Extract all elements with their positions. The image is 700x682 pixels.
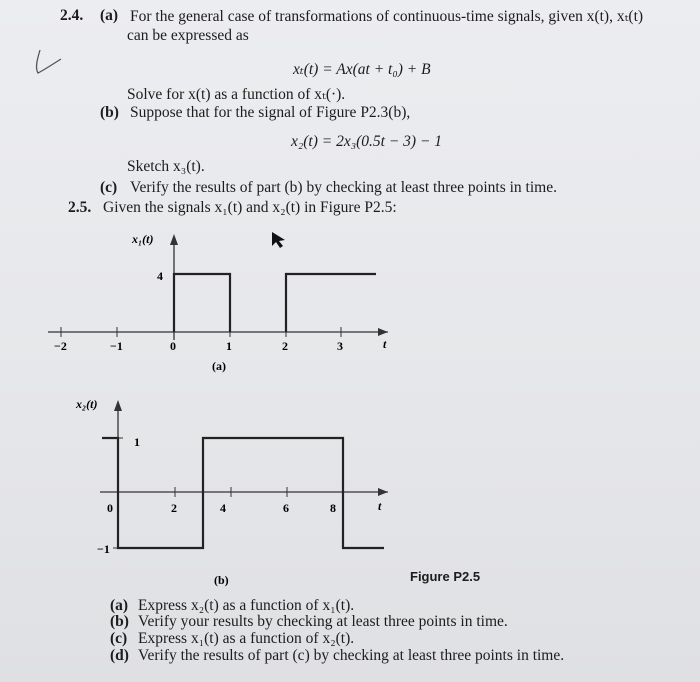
plot-a-x-arrowhead [378, 328, 388, 336]
equation-2: x₂(t) = 2x₃(0.5t − 3) − 1 [291, 133, 443, 150]
problem-2-5-number: 2.5. [68, 199, 92, 216]
plot-a-xtick-0: −2 [54, 339, 67, 353]
problem-2-4-part-a-continuation: can be expressed as [127, 27, 249, 44]
mouse-pointer-icon [272, 232, 285, 248]
equation-1: xₜ(t) = Ax(at + t₀) + B [293, 61, 431, 78]
plot-b-xtick-6: 6 [283, 501, 289, 515]
problem-2-4-number: 2.4. [60, 7, 84, 24]
plot-a-xtick-2: 0 [170, 339, 176, 353]
plot-b-ylabel: x₂(t) [76, 397, 98, 411]
problem-2-5-part-a-text: Express x₂(t) as a function of x₁(t). [138, 597, 355, 614]
problem-2-5-intro: Given the signals x₁(t) and x₂(t) in Figure P2.5: [103, 199, 397, 216]
plot-b-xtick-2: 2 [171, 501, 177, 515]
problem-2-5-part-b-label: (b) [110, 613, 129, 630]
solve-text: Solve for x(t) as a function of xₜ(·). [127, 86, 346, 103]
plot-a-ylabel: x₁(t) [132, 232, 154, 246]
problem-2-4-part-a-text: For the general case of transformations of continuous-time signals, given x(t), xₜ(t) [130, 8, 644, 25]
problem-2-4-part-c-text: Verify the results of part (b) by checking at least three points in time. [130, 179, 557, 196]
plot-a-y-arrowhead [170, 234, 178, 245]
plot-a-xlabel: t [383, 337, 387, 351]
problem-2-5-part-d-label: (d) [110, 647, 129, 664]
plot-a-pulse-1 [174, 274, 230, 332]
plot-b-x2 [0, 388, 700, 593]
plot-a-x1 [0, 222, 700, 382]
plot-a-xtick-3: 1 [226, 339, 232, 353]
plot-b-xtick-4: 4 [220, 501, 226, 515]
problem-2-4-part-b-label: (b) [100, 104, 119, 121]
plot-b-ytick-neg1: −1 [97, 542, 110, 556]
pen-checkmark-doodle [28, 46, 64, 80]
problem-2-4-part-a-label: (a) [100, 7, 119, 24]
problem-2-4-part-b-text: Suppose that for the signal of Figure P2.3(b), [130, 104, 411, 121]
problem-2-5-part-c-label: (c) [110, 630, 128, 647]
plot-a-xtick-5: 3 [337, 339, 343, 353]
figure-caption: Figure P2.5 [410, 569, 481, 584]
problem-2-5-part-c-text: Express x₁(t) as a function of x₂(t). [138, 630, 355, 647]
plot-a-xtick-4: 2 [282, 339, 288, 353]
plot-b-xlabel: t [378, 499, 382, 513]
plot-a-xtick-1: −1 [110, 339, 123, 353]
plot-b-xtick-8: 8 [330, 501, 336, 515]
plot-b-xtick-0: 0 [107, 501, 113, 515]
problem-2-4-part-c-label: (c) [100, 179, 118, 196]
plot-b-x-arrowhead [378, 488, 388, 496]
plot-b-ytick-1: 1 [134, 435, 140, 449]
problem-2-5-part-b-text: Verify your results by checking at least three points in time. [138, 613, 508, 630]
plot-b-sublabel: (b) [214, 573, 229, 587]
plot-a-step [286, 274, 376, 332]
plot-a-ytick-4: 4 [157, 269, 163, 283]
problem-2-5-part-d-text: Verify the results of part (c) by checking at least three points in time. [138, 647, 565, 664]
sketch-text: Sketch x₃(t). [127, 158, 205, 175]
plot-b-y-arrowhead [114, 400, 122, 411]
plot-b-waveform [102, 438, 384, 548]
plot-a-sublabel: (a) [212, 359, 226, 373]
problem-2-5-part-a-label: (a) [110, 597, 129, 614]
